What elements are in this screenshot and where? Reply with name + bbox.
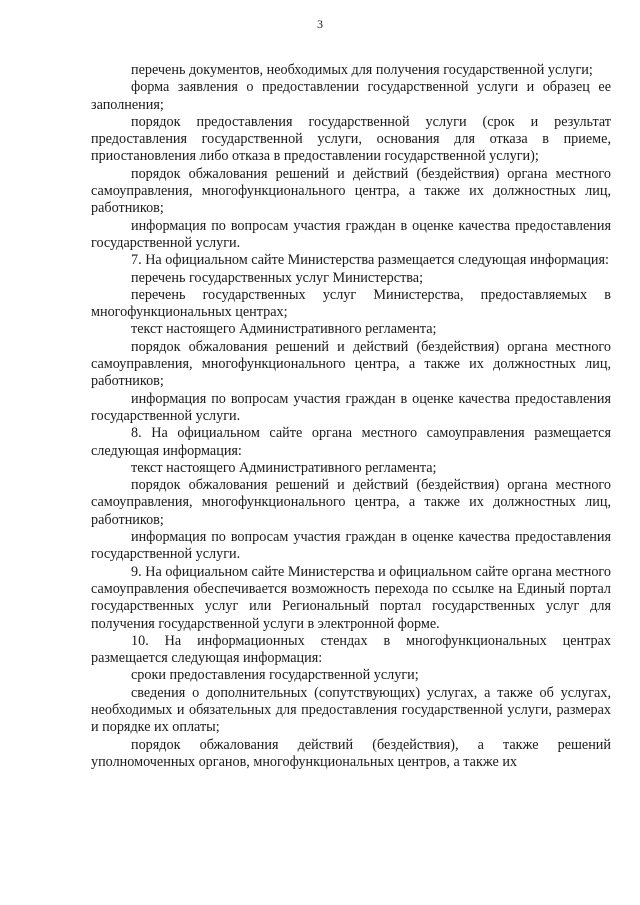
numbered-paragraph-10: 10. На информационных стендах в многофункциональных центрах размещается следующая информация:: [91, 632, 611, 667]
paragraph: порядок предоставления государственной услуги (срок и результат предоставления государственной услуги, основания для отказа в приеме, приостановления либо отказа в предоставлении государственной услуги);: [91, 113, 611, 165]
paragraph: сведения о дополнительных (сопутствующих) услугах, а также об услугах, необходимых и обязательных для предоставления государственной услуги, размерах и порядке их оплаты;: [91, 684, 611, 736]
paragraph: перечень государственных услуг Министерства;: [131, 269, 424, 286]
paragraph: порядок обжалования решений и действий (бездействия) органа местного самоуправления, многофункционального центра, а также их должностных лиц, работников;: [91, 477, 611, 528]
paragraph: порядок обжалования действий (бездействия), а также решений уполномоченных органов, многофункциональных центров, а также их: [91, 736, 611, 770]
paragraph: порядок обжалования решений и действий (бездействия) органа местного самоуправления, многофункционального центра, а также их должностных лиц, работников;: [91, 165, 611, 217]
paragraph: информация по вопросам участия граждан в оценке качества предоставления государственной услуги.: [91, 390, 611, 424]
paragraph: сроки предоставления государственной услуги;: [131, 667, 419, 684]
paragraph: информация по вопросам участия граждан в оценке качества предоставления государственной услуги.: [91, 217, 611, 251]
numbered-paragraph-9: 9. На официальном сайте Министерства и официальном сайте органа местного самоуправления обеспечивается возможность перехода по ссылке на Единый портал государственных услуг или Региональный портал государственных услуг для получения государственной услуги в электронной форме.: [91, 563, 611, 632]
paragraph: порядок обжалования решений и действий (бездействия) органа местного самоуправления, многофункционального центра, а также их должностных лиц, работников;: [91, 338, 611, 390]
paragraph: перечень государственных услуг Министерства, предоставляемых в многофункциональных центрах;: [91, 286, 611, 321]
paragraph: текст настоящего Административного регламента;: [131, 459, 437, 476]
page-number: 3: [317, 17, 323, 31]
paragraph: форма заявления о предоставлении государственной услуги и образец ее заполнения;: [91, 79, 611, 113]
numbered-paragraph-7: 7. На официальном сайте Министерства размещается следующая информация:: [131, 252, 609, 269]
paragraph: информация по вопросам участия граждан в оценке качества предоставления государственной услуги.: [91, 529, 611, 563]
document-body: [91, 62, 611, 771]
paragraph: текст настоящего Административного регламента;: [131, 321, 437, 338]
numbered-paragraph-8: 8. На официальном сайте органа местного самоуправления размещается следующая информация:: [91, 425, 611, 459]
paragraph: перечень документов, необходимых для получения государственной услуги;: [131, 62, 593, 78]
